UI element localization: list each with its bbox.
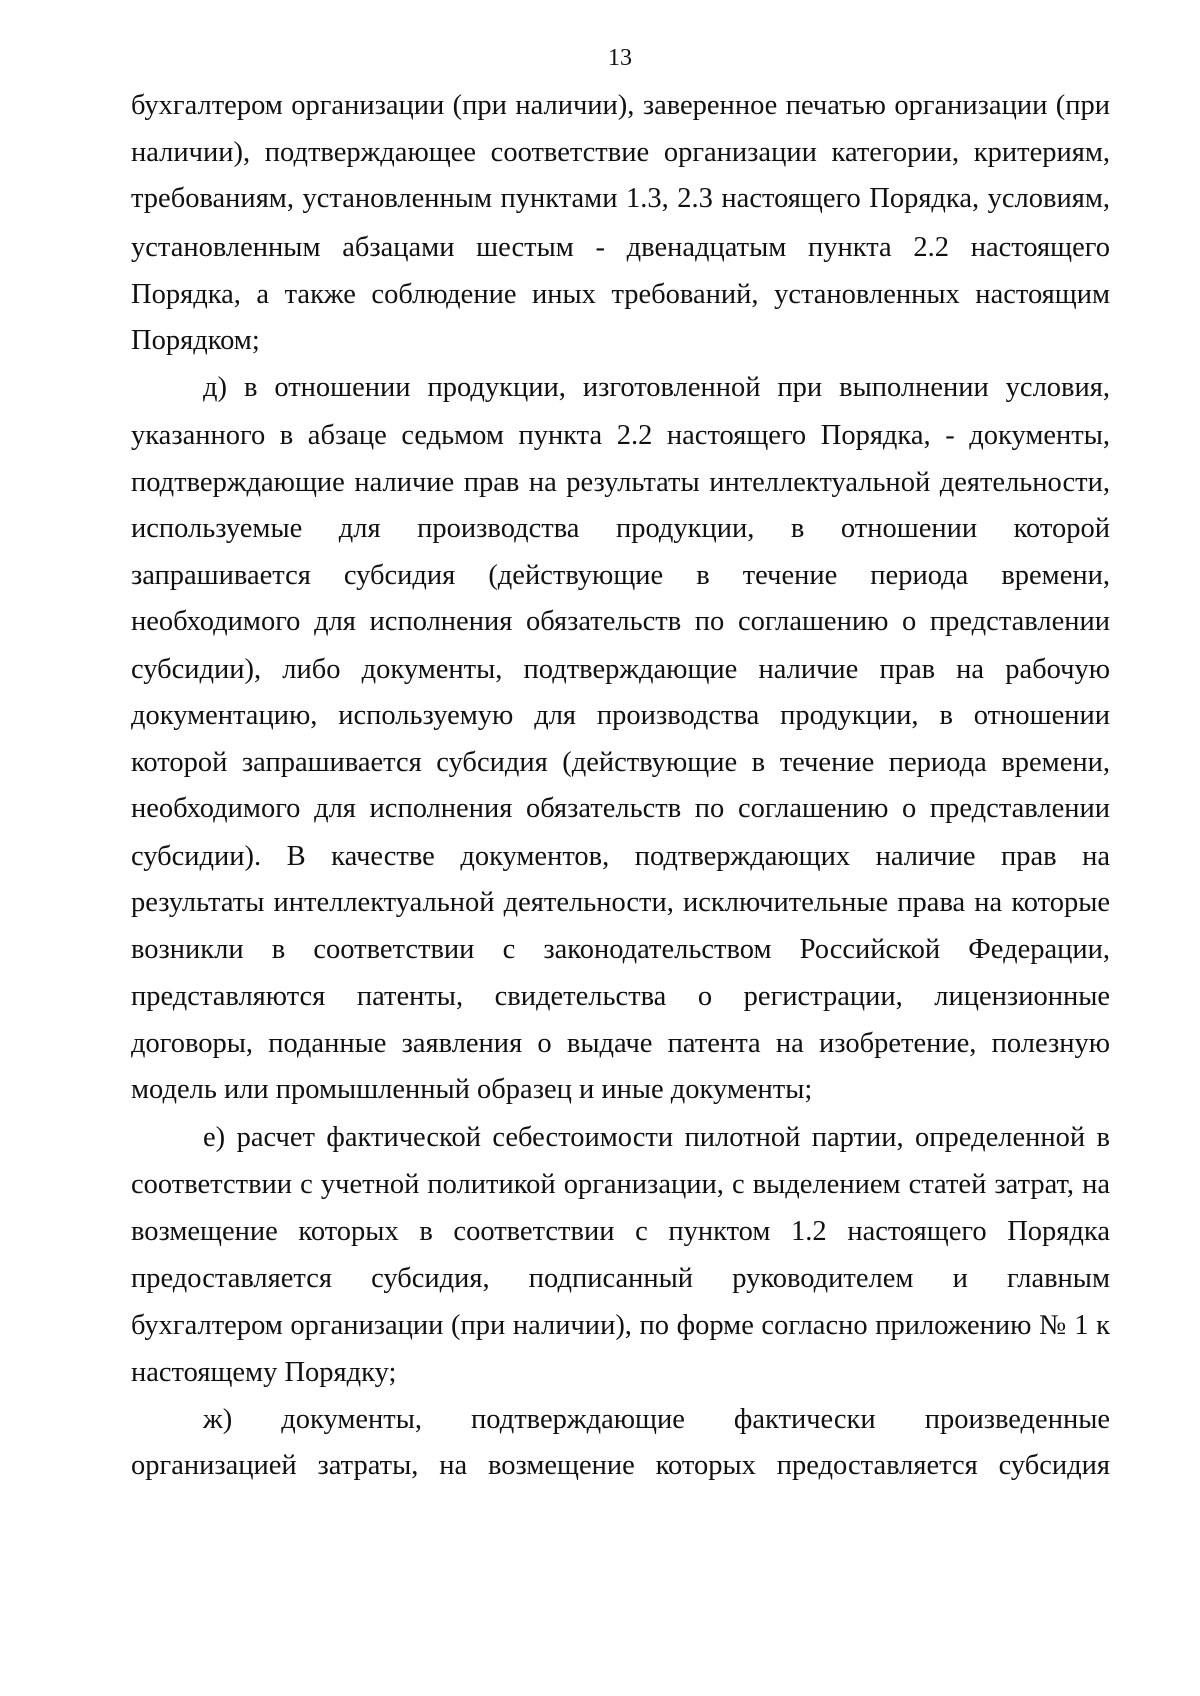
text-line: которой запрашивается субсидия (действующие в течение периода времени, <box>131 747 1110 778</box>
text-line: запрашивается субсидия (действующие в течение периода времени, <box>131 560 1110 591</box>
text-line: используемые для производства продукции, в отношении которой <box>131 513 1110 544</box>
text-line: договоры, поданные заявления о выдаче патента на изобретение, полезную <box>131 1028 1110 1059</box>
text-line: наличии), подтверждающее соответствие организации категории, критериям, <box>131 137 1110 168</box>
text-line: указанного в абзаце седьмом пункта 2.2 настоящего Порядка, - документы, <box>131 420 1110 451</box>
text-line: бухгалтером организации (при наличии), по форме согласно приложению № 1 к <box>131 1310 1110 1341</box>
text-line: возмещение которых в соответствии с пунктом 1.2 настоящего Порядка <box>131 1216 1110 1247</box>
text-line: необходимого для исполнения обязательств по соглашению о представлении <box>131 793 1110 824</box>
text-line: предоставляется субсидия, подписанный руководителем и главным <box>131 1263 1110 1294</box>
text-line: организацией затраты, на возмещение которых предоставляется субсидия <box>131 1450 1110 1481</box>
text-line: установленным абзацами шестым - двенадцатым пункта 2.2 настоящего <box>131 232 1110 263</box>
text-line: Порядком; <box>131 325 260 356</box>
text-line: требованиям, установленным пунктами 1.3, 2.3 настоящего Порядка, условиям, <box>131 183 1110 214</box>
page-number: 13 <box>608 45 632 71</box>
text-line: настоящему Порядку; <box>131 1357 397 1388</box>
text-line: возникли в соответствии с законодательством Российской Федерации, <box>131 934 1110 965</box>
text-line: субсидии), либо документы, подтверждающие наличие прав на рабочую <box>131 654 1110 685</box>
text-line: подтверждающие наличие прав на результаты интеллектуальной деятельности, <box>131 467 1110 498</box>
text-line: соответствии с учетной политикой организации, с выделением статей затрат, на <box>131 1169 1110 1200</box>
text-line: представляются патенты, свидетельства о регистрации, лицензионные <box>131 981 1110 1012</box>
text-line: необходимого для исполнения обязательств по соглашению о представлении <box>131 606 1110 637</box>
text-line: е) расчет фактической себестоимости пилотной партии, определенной в <box>203 1122 1110 1153</box>
text-line: результаты интеллектуальной деятельности, исключительные права на которые <box>131 887 1110 918</box>
text-line: документацию, используемую для производства продукции, в отношении <box>131 700 1110 731</box>
text-line: модель или промышленный образец и иные документы; <box>131 1074 813 1105</box>
text-line: д) в отношении продукции, изготовленной при выполнении условия, <box>203 372 1110 403</box>
text-line: ж) документы, подтверждающие фактически произведенные <box>203 1404 1110 1435</box>
text-line: субсидии). В качестве документов, подтверждающих наличие прав на <box>131 841 1110 872</box>
text-line: Порядка, а также соблюдение иных требований, установленных настоящим <box>131 279 1110 310</box>
text-line: бухгалтером организации (при наличии), заверенное печатью организации (при <box>131 90 1110 121</box>
